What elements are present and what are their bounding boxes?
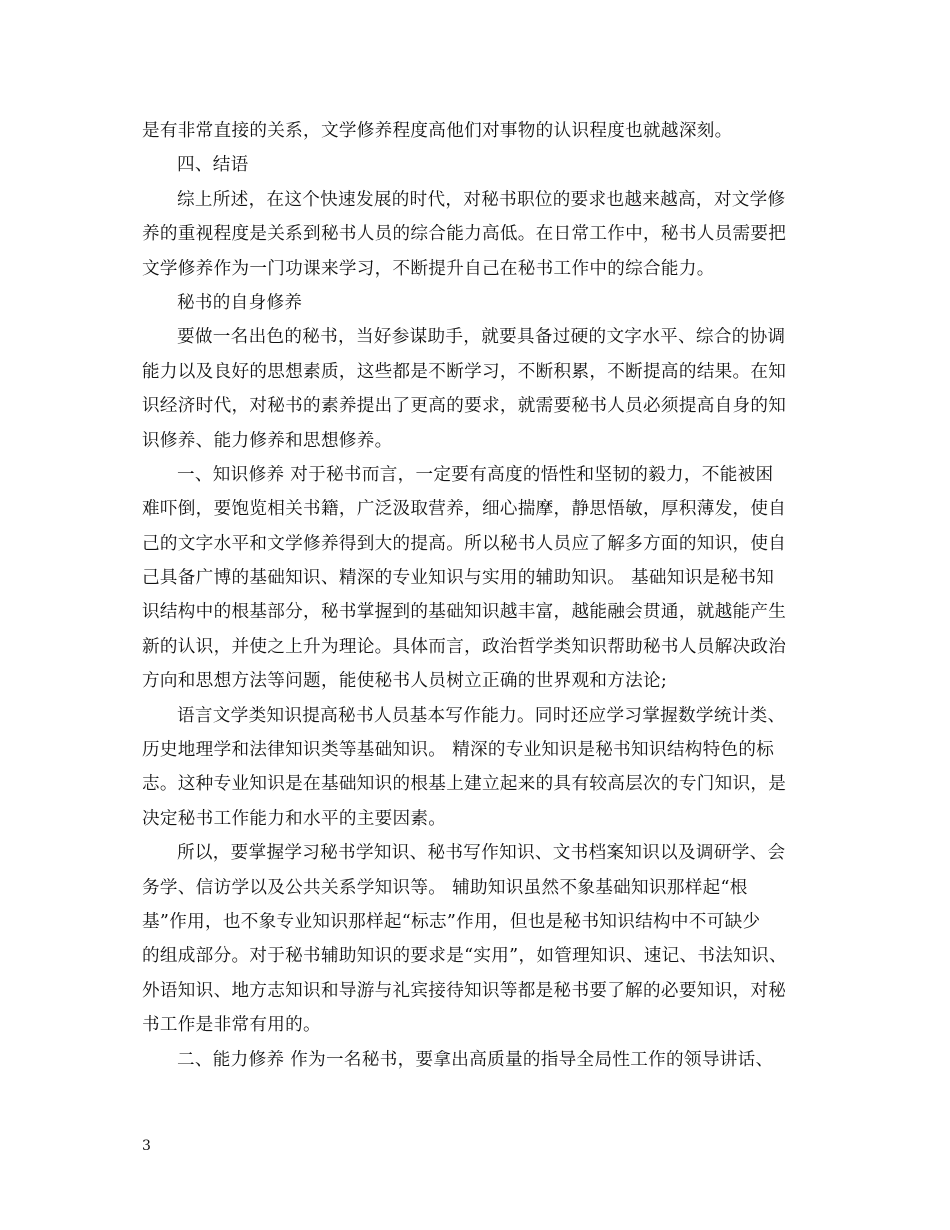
text-line: 综上所述，在这个快速发展的时代，对秘书职位的要求也越来越高，对文学修 — [177, 189, 786, 210]
text-line: 基”作用，也不象专业知识那样起“标志”作用，但也是秘书知识结构中不可缺少 — [142, 911, 761, 932]
text-line: 识修养、能力修养和思想修养。 — [142, 430, 393, 451]
text-line: 己的文字水平和文学修养得到大的提高。所以秘书人员应了解多方面的知识，使自 — [142, 533, 787, 554]
page-number: 3 — [142, 1138, 151, 1154]
text-line: 己具备广博的基础知识、精深的专业知识与实用的辅助知识。 基础知识是秘书知 — [142, 568, 775, 589]
text-line: 的组成部分。对于秘书辅助知识的要求是“实用”，如管理知识、速记、书法知识、 — [142, 946, 787, 967]
text-line: 外语知识、地方志知识和导游与礼宾接待知识等都是秘书要了解的必要知识，对秘 — [142, 980, 787, 1001]
text-line: 二、能力修养 作为一名秘书，要拿出高质量的指导全局性工作的领导讲话、 — [177, 1049, 774, 1070]
text-line: 新的认识，并使之上升为理论。具体而言，政治哲学类知识帮助秘书人员解决政治 — [142, 636, 787, 657]
text-line: 养的重视程度是关系到秘书人员的综合能力高低。在日常工作中，秘书人员需要把 — [142, 224, 787, 245]
text-line: 方向和思想方法等问题，能使秘书人员树立正确的世界观和方法论; — [142, 671, 668, 692]
text-line: 能力以及良好的思想素质，这些都是不断学习，不断积累，不断提高的结果。在知 — [142, 361, 787, 382]
text-line: 文学修养作为一门功课来学习，不断提升自己在秘书工作中的综合能力。 — [142, 258, 715, 279]
text-line: 书工作是非常有用的。 — [142, 1015, 321, 1036]
text-line: 是有非常直接的关系，文学修养程度高他们对事物的认识程度也就越深刻。 — [142, 121, 733, 141]
text-line: 语言文学类知识提高秘书人员基本写作能力。同时还应学习掌握数学统计类、 — [177, 705, 786, 726]
text-line: 识结构中的根基部分，秘书掌握到的基础知识越丰富，越能融会贯通，就越能产生 — [142, 602, 787, 623]
text-line: 所以，要掌握学习秘书学知识、秘书写作知识、文书档案知识以及调研学、会 — [177, 843, 786, 864]
text-line: 识经济时代，对秘书的素养提出了更高的要求，就需要秘书人员必须提高自身的知 — [142, 396, 787, 417]
text-line: 历史地理学和法律知识类等基础知识。 精深的专业知识是秘书知识结构特色的标 — [142, 740, 775, 761]
body-text — [142, 114, 832, 1077]
text-line: 务学、信访学以及公共关系学知识等。 辅助知识虽然不象基础知识那样起“根 — [142, 877, 748, 898]
text-line: 要做一名出色的秘书，当好参谋助手，就要具备过硬的文字水平、综合的协调 — [177, 327, 786, 348]
section-heading: 四、结语 — [177, 155, 249, 176]
text-line: 一、知识修养 对于秘书而言，一定要有高度的悟性和坚韧的毅力，不能被困 — [177, 464, 774, 485]
article-title: 秘书的自身修养 — [177, 292, 303, 313]
text-line: 志。这种专业知识是在基础知识的根基上建立起来的具有较高层次的专门知识，是 — [142, 774, 787, 795]
text-line: 难吓倒，要饱览相关书籍，广泛汲取营养，细心揣摩，静思悟敏，厚积薄发，使自 — [142, 499, 787, 520]
text-line: 决定秘书工作能力和水平的主要因素。 — [142, 808, 447, 829]
